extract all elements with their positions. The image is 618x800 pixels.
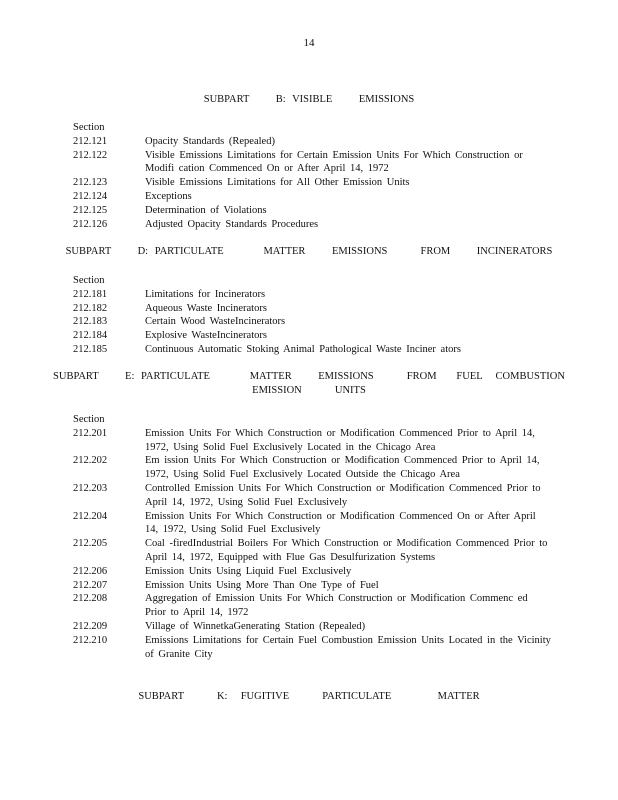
section-row	[73, 149, 553, 177]
section-number: 212.202	[73, 455, 108, 467]
section-row	[73, 315, 553, 329]
subpart-e-heading-line2: EMISSION UNITS	[252, 385, 366, 396]
subpart-e-section-list	[73, 413, 553, 661]
section-title: Emission Units Using Liquid Fuel Exclusively	[145, 565, 352, 577]
section-title: Emissions Limitations for Certain Fuel Combustion Emission Units Located in the Vicinity of Granite City	[145, 634, 551, 660]
subpart-b-heading: SUBPART B: VISIBLE EMISSIONS	[203, 94, 415, 105]
section-number: 212.126	[73, 218, 108, 230]
section-row	[73, 204, 553, 218]
section-row	[73, 288, 553, 302]
section-number: 212.201	[73, 427, 108, 439]
section-label: Section	[73, 122, 105, 133]
page-number: 14	[303, 37, 315, 49]
section-row	[73, 510, 553, 538]
section-title: Opacity Standards (Repealed)	[145, 135, 275, 147]
section-number: 212.125	[73, 204, 108, 216]
section-title: Explosive WasteIncinerators	[145, 330, 267, 342]
section-number: 212.121	[73, 135, 108, 147]
section-title: Coal -firedIndustrial Boilers For Which Construction or Modification Commenced Prior to April 14, 1972, Equipped with Flue Gas Desulfurization Systems	[145, 538, 548, 563]
section-title: Controlled Emission Units For Which Construction or Modification Commenced Prior to April 14, 1972, Using Solid Fuel Exclusively	[145, 482, 541, 508]
section-title: Emission Units Using More Than One Type of Fuel	[145, 579, 379, 591]
section-title: Adjusted Opacity Standards Procedures	[145, 218, 319, 230]
section-row	[73, 135, 553, 149]
section-row	[73, 302, 553, 316]
section-title: Visible Emissions Limitations for All Other Emission Units	[145, 177, 410, 189]
section-number: 212.183	[73, 316, 108, 328]
section-row	[73, 537, 553, 565]
section-title: Village of WinnetkaGenerating Station (Repealed)	[145, 620, 366, 632]
subpart-k-heading: SUBPART K: FUGITIVE PARTICULATE MATTER	[138, 691, 480, 702]
section-number: 212.123	[73, 177, 108, 189]
section-title: Determination of Violations	[145, 204, 267, 216]
section-number: 212.209	[73, 620, 108, 632]
section-title: Em ission Units For Which Construction or Modification Commenced Prior to April 14, 1972, Using Solid Fuel Exclusively Located Outside the Chicago Area	[145, 455, 540, 481]
section-number: 212.122	[73, 149, 108, 161]
section-row	[73, 218, 553, 232]
section-row	[73, 176, 553, 190]
subpart-d-heading: SUBPART D: PARTICULATE MATTER EMISSIONS FROM INCINERATORS	[65, 246, 553, 257]
section-title: Aqueous Waste Incinerators	[145, 302, 267, 314]
section-row	[73, 579, 553, 593]
section-number: 212.205	[73, 538, 108, 550]
section-number: 212.207	[73, 579, 108, 591]
section-row	[73, 427, 553, 455]
section-number: 212.210	[73, 634, 108, 646]
section-title: Emission Units For Which Construction or Modification Commenced Prior to April 14, 1972, Using Solid Fuel Exclusively Located in the Chicago Area	[145, 427, 535, 453]
section-title: Continuous Automatic Stoking Animal Pathological Waste Inciner ators	[145, 343, 461, 355]
subpart-e-heading: SUBPART E: PARTICULATE MATTER EMISSIONS FROM FUEL COMBUSTION	[53, 371, 565, 382]
section-row	[73, 565, 553, 579]
section-number: 212.208	[73, 593, 108, 605]
section-row	[73, 454, 553, 482]
section-number: 212.181	[73, 288, 108, 300]
section-row	[73, 634, 553, 662]
section-number: 212.182	[73, 302, 108, 314]
subpart-b-section-list	[73, 121, 553, 231]
section-title: Exceptions	[145, 190, 192, 202]
section-title: Limitations for Incinerators	[145, 288, 266, 300]
section-row	[73, 592, 553, 620]
section-label: Section	[73, 414, 105, 425]
section-number: 212.184	[73, 330, 108, 342]
section-row	[73, 190, 553, 204]
section-number: 212.185	[73, 343, 108, 355]
section-number: 212.203	[73, 482, 108, 494]
section-title: Certain Wood WasteIncinerators	[145, 316, 286, 328]
section-row	[73, 343, 553, 357]
section-row	[73, 482, 553, 510]
section-number: 212.124	[73, 190, 108, 202]
section-title: Emission Units For Which Construction or Modification Commenced On or After April 14, 1972, Using Solid Fuel Exclusively	[145, 510, 536, 536]
section-label: Section	[73, 275, 105, 286]
section-row	[73, 329, 553, 343]
section-number: 212.206	[73, 565, 108, 577]
section-title: Aggregation of Emission Units For Which Construction or Modification Commenc ed Prior to April 14, 1972	[145, 593, 528, 619]
section-number: 212.204	[73, 510, 108, 522]
subpart-d-section-list	[73, 274, 553, 357]
section-title: Visible Emissions Limitations for Certain Emission Units For Which Construction or Modifi cation Commenced On or After April 14, 1972	[145, 149, 523, 175]
section-row	[73, 620, 553, 634]
